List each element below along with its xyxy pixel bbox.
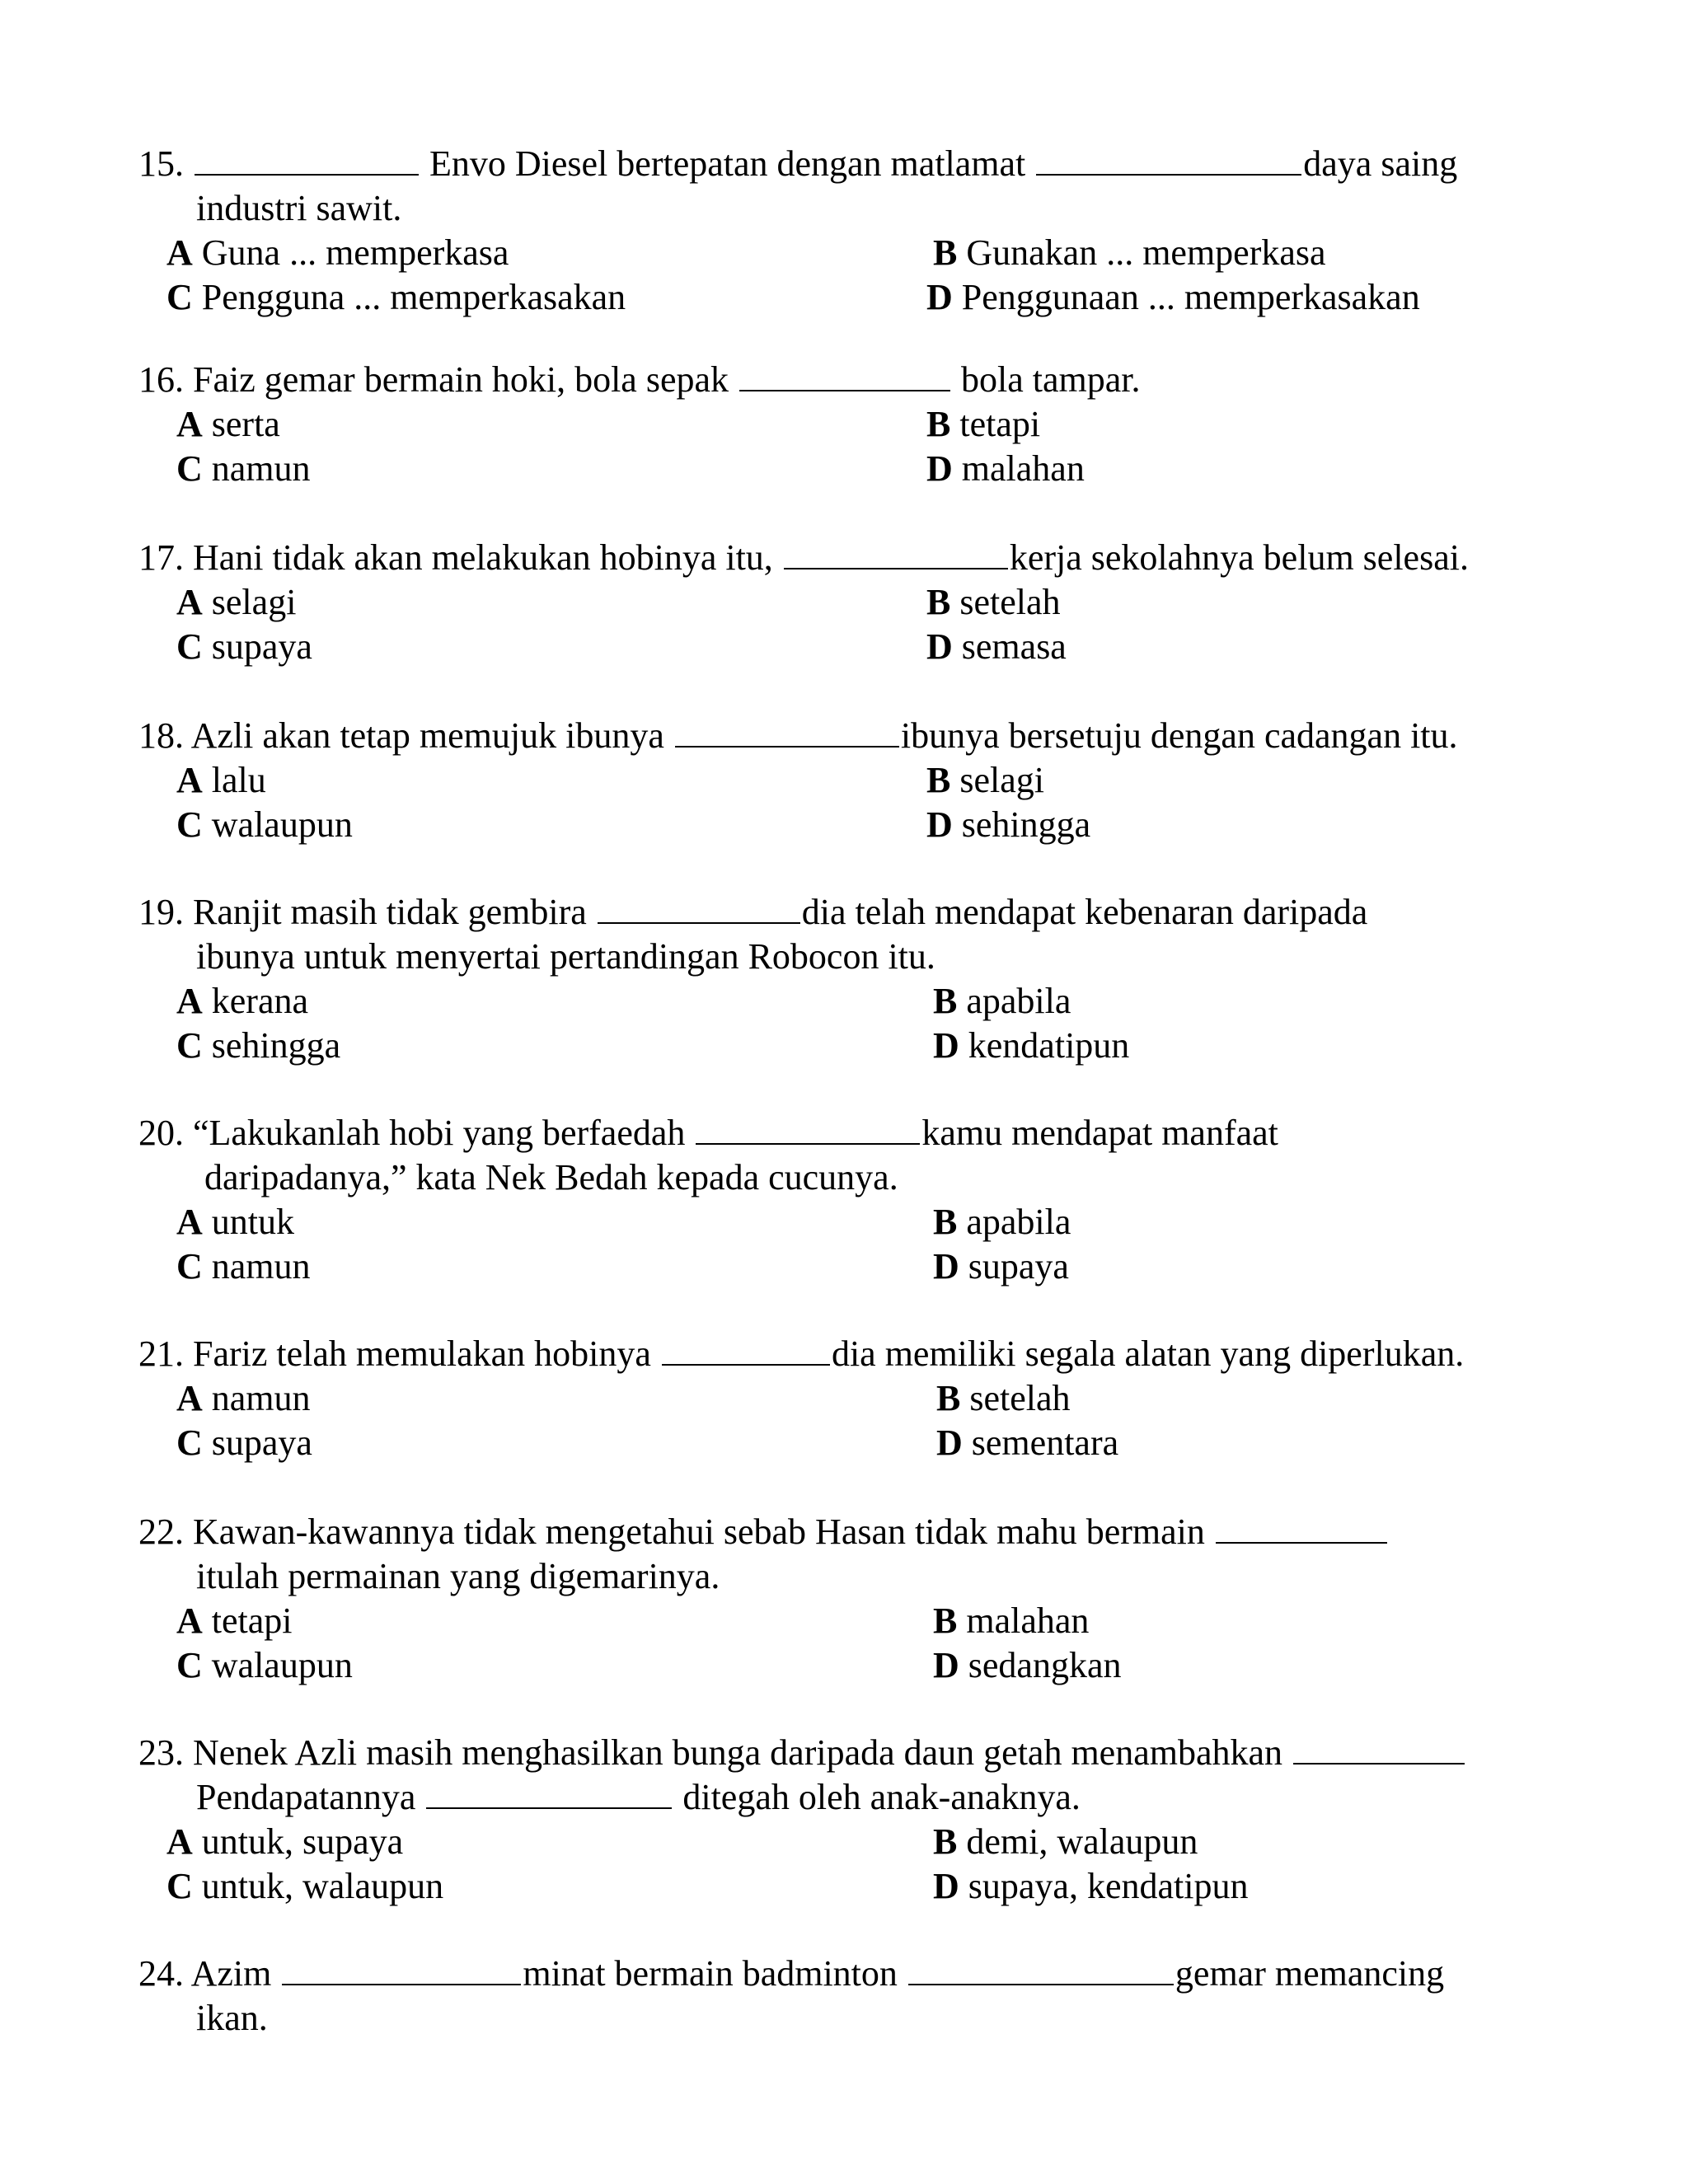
option-text: Penggunaan ... memperkasakan: [961, 277, 1420, 317]
option-letter: B: [933, 232, 958, 273]
option-d: [926, 803, 1090, 847]
option-text: tetapi: [211, 1601, 293, 1641]
option-text: demi, walaupun: [966, 1821, 1198, 1862]
option-letter: A: [176, 1202, 203, 1242]
answer-blank: [195, 146, 419, 176]
option-text: sehingga: [211, 1025, 341, 1066]
option-text: kendatipun: [968, 1025, 1130, 1066]
option-letter: D: [926, 626, 953, 667]
option-text: untuk, supaya: [201, 1821, 404, 1862]
option-c: [176, 1421, 312, 1465]
option-c: [176, 803, 353, 847]
option-text: semasa: [961, 626, 1067, 667]
question-21: [138, 1332, 1464, 1376]
option-letter: D: [933, 1246, 959, 1286]
option-d: [933, 1244, 1069, 1289]
answer-blank: [675, 718, 899, 748]
question-22-continuation: itulah permainan yang digemarinya.: [196, 1556, 720, 1596]
question-23: [138, 1731, 1466, 1820]
option-c: [176, 447, 311, 491]
option-d: [933, 1024, 1129, 1068]
question-number: 23.: [138, 1732, 184, 1773]
question-15-stem: [138, 142, 1457, 186]
option-letter: D: [933, 1866, 959, 1906]
option-text: walaupun: [211, 804, 353, 845]
option-a: [176, 758, 266, 803]
option-d: [926, 275, 1420, 320]
question-text: Azim: [190, 1953, 272, 1994]
option-text: apabila: [966, 981, 1071, 1021]
option-text: apabila: [966, 1202, 1071, 1242]
option-b: [926, 402, 1040, 447]
option-text: supaya: [968, 1246, 1069, 1286]
option-letter: B: [926, 582, 951, 622]
question-18: [138, 714, 1458, 758]
option-a: [166, 1820, 403, 1864]
answer-blank: [908, 1956, 1174, 1985]
option-letter: D: [933, 1645, 959, 1685]
question-text: bola tampar.: [961, 359, 1141, 400]
answer-blank: [662, 1336, 830, 1366]
answer-blank: [426, 1779, 672, 1809]
option-letter: D: [936, 1422, 963, 1463]
question-19-continuation: ibunya untuk menyertai pertandingan Robocon itu.: [196, 936, 935, 977]
question-text: daya saing: [1303, 143, 1458, 184]
option-letter: B: [926, 760, 951, 800]
option-letter: A: [176, 404, 203, 444]
option-text: lalu: [211, 760, 266, 800]
answer-blank: [696, 1115, 920, 1145]
option-letter: A: [166, 232, 193, 273]
option-a: [176, 580, 296, 625]
question-number: 18.: [138, 715, 184, 756]
question-number: 21.: [138, 1333, 184, 1374]
option-a: [176, 402, 280, 447]
answer-blank: [739, 362, 950, 391]
question-text: kerja sekolahnya belum selesai.: [1009, 537, 1469, 578]
option-letter: C: [176, 1246, 203, 1286]
question-24: [138, 1952, 1444, 2041]
question-text: Envo Diesel bertepatan dengan matlamat: [429, 143, 1026, 184]
option-letter: A: [176, 981, 203, 1021]
option-text: setelah: [969, 1378, 1071, 1418]
question-17: [138, 536, 1469, 580]
option-a: [166, 231, 509, 275]
question-text: ibunya bersetuju dengan cadangan itu.: [900, 715, 1458, 756]
option-letter: C: [166, 1866, 193, 1906]
option-text: supaya: [211, 1422, 312, 1463]
option-letter: C: [176, 448, 203, 489]
option-c: [176, 1643, 353, 1688]
option-text: sementara: [971, 1422, 1119, 1463]
option-b: [933, 1599, 1089, 1643]
option-text: untuk: [211, 1202, 295, 1242]
option-letter: A: [176, 582, 203, 622]
question-text: Nenek Azli masih menghasilkan bunga daripada daun getah menambahkan: [193, 1732, 1283, 1773]
option-letter: C: [176, 626, 203, 667]
question-text: Hani tidak akan melakukan hobinya itu,: [193, 537, 773, 578]
option-letter: A: [176, 760, 203, 800]
question-text: kamu mendapat manfaat: [921, 1113, 1278, 1153]
option-b: [933, 1200, 1071, 1244]
question-text: ditegah oleh anak-anaknya.: [682, 1777, 1081, 1817]
question-text: Kawan-kawannya tidak mengetahui sebab Hasan tidak mahu bermain: [193, 1511, 1205, 1552]
question-17-stem: [138, 536, 1469, 580]
option-c: [176, 1024, 340, 1068]
answer-blank: [598, 894, 800, 924]
option-letter: D: [926, 804, 953, 845]
option-letter: C: [176, 1025, 203, 1066]
question-text: dia memiliki segala alatan yang diperlukan.: [831, 1333, 1465, 1374]
option-d: [933, 1643, 1122, 1688]
option-a: [176, 1599, 293, 1643]
option-d: [926, 447, 1085, 491]
option-c: [176, 1244, 311, 1289]
option-text: malahan: [966, 1601, 1090, 1641]
option-a: [176, 1376, 311, 1421]
question-text: gemar memancing: [1175, 1953, 1445, 1994]
answer-blank: [282, 1956, 521, 1985]
question-19: [138, 890, 1367, 979]
question-24-stem: [138, 1952, 1444, 1996]
option-b: [933, 1820, 1198, 1864]
option-d: [933, 1864, 1248, 1909]
option-letter: A: [166, 1821, 193, 1862]
question-number: 16.: [138, 359, 184, 400]
question-number: 19.: [138, 892, 184, 932]
option-text: setelah: [959, 582, 1061, 622]
option-a: [176, 979, 308, 1024]
option-text: selagi: [959, 760, 1044, 800]
option-text: supaya: [211, 626, 312, 667]
option-letter: C: [176, 804, 203, 845]
option-text: namun: [211, 448, 311, 489]
option-a: [176, 1200, 294, 1244]
option-text: untuk, walaupun: [201, 1866, 444, 1906]
answer-blank: [784, 540, 1008, 569]
question-number: 24.: [138, 1953, 184, 1994]
option-letter: C: [176, 1422, 203, 1463]
option-letter: B: [933, 1821, 958, 1862]
question-number: 17.: [138, 537, 184, 578]
option-letter: A: [176, 1378, 203, 1418]
option-text: walaupun: [211, 1645, 353, 1685]
option-b: [926, 758, 1044, 803]
option-letter: C: [176, 1645, 203, 1685]
option-text: namun: [211, 1378, 311, 1418]
option-c: [166, 275, 626, 320]
question-22-stem: [138, 1510, 1389, 1554]
option-letter: B: [926, 404, 951, 444]
option-letter: D: [933, 1025, 959, 1066]
question-22: [138, 1510, 1389, 1599]
option-b: [936, 1376, 1071, 1421]
option-c: [166, 1864, 443, 1909]
option-letter: A: [176, 1601, 203, 1641]
option-text: namun: [211, 1246, 311, 1286]
question-19-stem: [138, 890, 1367, 935]
question-text: Faiz gemar bermain hoki, bola sepak: [193, 359, 729, 400]
question-20-continuation: daripadanya,” kata Nek Bedah kepada cucunya.: [204, 1157, 898, 1197]
option-text: Guna ... memperkasa: [201, 232, 509, 273]
option-letter: B: [933, 981, 958, 1021]
option-d: [936, 1421, 1118, 1465]
option-d: [926, 625, 1067, 669]
question-text: Pendapatannya: [196, 1777, 416, 1817]
question-text: dia telah mendapat kebenaran daripada: [801, 892, 1368, 932]
question-18-stem: [138, 714, 1458, 758]
answer-blank: [1036, 146, 1301, 176]
answer-blank: [1216, 1514, 1387, 1544]
question-20: [138, 1111, 1278, 1200]
option-letter: B: [933, 1202, 958, 1242]
option-text: sedangkan: [968, 1645, 1122, 1685]
question-20-stem: [138, 1111, 1278, 1155]
question-16-stem: [138, 358, 1141, 402]
option-letter: D: [926, 277, 953, 317]
option-text: selagi: [211, 582, 297, 622]
option-b: [933, 979, 1071, 1024]
option-text: Pengguna ... memperkasakan: [201, 277, 626, 317]
question-number: 15.: [138, 143, 184, 184]
option-text: serta: [211, 404, 280, 444]
option-letter: B: [933, 1601, 958, 1641]
option-c: [176, 625, 312, 669]
option-text: tetapi: [959, 404, 1041, 444]
option-b: [933, 231, 1326, 275]
question-23-continuation: [138, 1775, 1466, 1820]
question-16: [138, 358, 1141, 402]
answer-blank: [1293, 1735, 1465, 1765]
option-letter: D: [926, 448, 953, 489]
question-24-continuation: ikan.: [196, 1998, 268, 2038]
question-23-stem: [138, 1731, 1466, 1775]
question-15: [138, 142, 1457, 231]
question-number: 22.: [138, 1511, 184, 1552]
question-15-continuation: industri sawit.: [196, 188, 402, 228]
option-letter: C: [166, 277, 193, 317]
option-text: Gunakan ... memperkasa: [966, 232, 1326, 273]
question-21-stem: [138, 1332, 1464, 1376]
option-text: kerana: [211, 981, 309, 1021]
option-text: supaya, kendatipun: [968, 1866, 1249, 1906]
question-text: minat bermain badminton: [523, 1953, 898, 1994]
question-number: 20.: [138, 1113, 184, 1153]
question-text: “Lakukanlah hobi yang berfaedah: [193, 1113, 686, 1153]
option-b: [926, 580, 1061, 625]
option-text: malahan: [961, 448, 1085, 489]
question-text: Azli akan tetap memujuk ibunya: [190, 715, 664, 756]
option-letter: B: [936, 1378, 961, 1418]
question-text: Ranjit masih tidak gembira: [193, 892, 587, 932]
question-text: Fariz telah memulakan hobinya: [193, 1333, 651, 1374]
option-text: sehingga: [961, 804, 1091, 845]
